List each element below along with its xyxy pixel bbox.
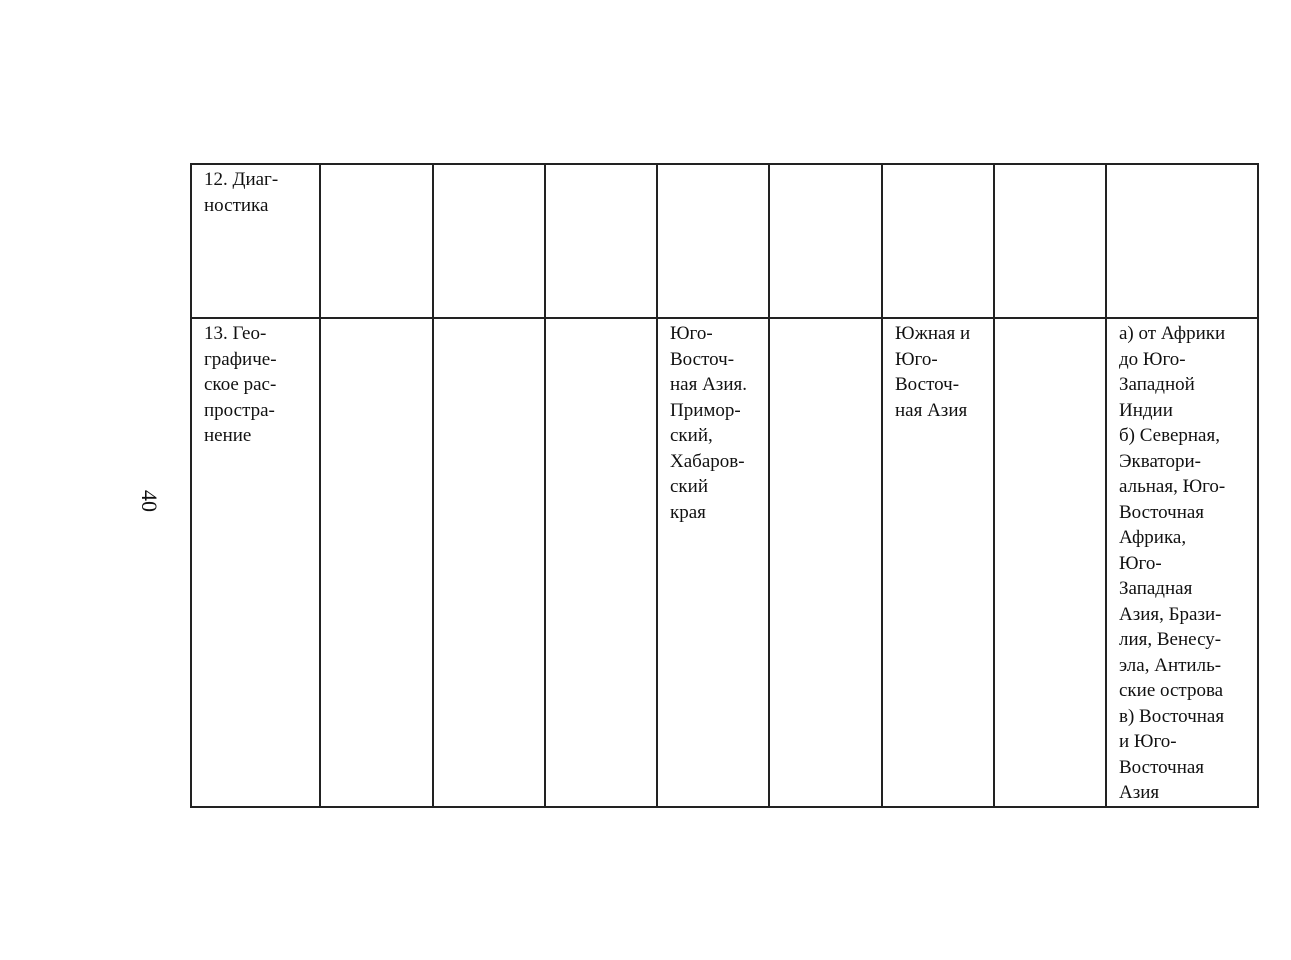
row-label: 12. Диаг- ностика: [204, 169, 279, 216]
table-cell: [545, 318, 657, 807]
table-row-distribution: [191, 318, 1258, 807]
table-cell: [994, 318, 1106, 807]
table-cell: а) от Африки до Юго- Западной Индии б) Северная, Экватори- альная, Юго- Восточная Африка, Юго- Западная Азия, Брази- лия, Венесу- эла, Антиль- ские острова в) Восточная и Юго- Восточная Азия: [1106, 318, 1258, 807]
table-cell: [191, 318, 320, 807]
table-cell: [191, 164, 320, 318]
table-row-diagnostics: [191, 164, 1258, 318]
table-cell: Южная и Юго- Восточ- ная Азия: [882, 318, 994, 807]
table-cell: [994, 164, 1106, 318]
table-cell: [769, 164, 882, 318]
table-cell: [1106, 164, 1258, 318]
page-number: 40: [137, 490, 162, 512]
table-cell: [433, 164, 545, 318]
row-label: 13. Гео- графиче- ское рас- простра- нение: [204, 323, 277, 446]
table-cell: [320, 164, 433, 318]
table-cell: [320, 318, 433, 807]
table-cell: [769, 318, 882, 807]
table-cell: [545, 164, 657, 318]
table-cell: Юго- Восточ- ная Азия. Примор- ский, Хабаров- ский края: [657, 318, 769, 807]
table-cell: [657, 164, 769, 318]
table-cell: [882, 164, 994, 318]
table-cell: [433, 318, 545, 807]
data-table: [190, 163, 1259, 808]
